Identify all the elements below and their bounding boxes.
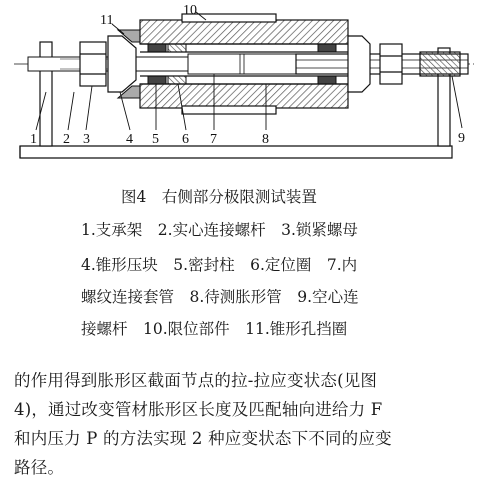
paragraph-line-3: 和内压力 P 的方法实现 2 种应变状态下不同的应变 [14,429,392,448]
label-4: 4 [126,132,133,147]
paragraph-line-1: 的作用得到胀形区截面节点的拉-拉应变状态(见图 [14,371,378,390]
test-device-figure [0,0,478,170]
label-6: 6 [182,132,189,147]
figure-legend-line-1: 1.支承架 2.实心连接螺杆 3.锁紧螺母 [81,221,358,239]
label-10: 10 [183,3,197,18]
paragraph-line-2: 4)，通过改变管材胀形区长度及匹配轴向进给力 F [14,400,383,419]
lock-nut [80,42,106,86]
paragraph-line-4: 路径。 [14,458,65,477]
figure-legend-line-2: 4.锥形压块 5.密封柱 6.定位圈 7.内 [81,256,358,274]
label-11: 11 [100,13,114,28]
base-frame [20,146,452,158]
label-1: 1 [30,132,37,147]
cone-press-block [108,36,136,92]
figure-caption-title: 图4 右侧部分极限测试装置 [121,188,317,206]
label-7: 7 [210,132,217,147]
label-9: 9 [458,131,465,146]
label-5: 5 [152,132,159,147]
label-2: 2 [63,132,70,147]
figure-legend-line-3: 螺纹连接套管 8.待测胀形管 9.空心连 [81,288,359,306]
figure-legend-line-4: 接螺杆 10.限位部件 11.锥形孔挡圈 [81,320,348,338]
label-8: 8 [262,132,269,147]
internal-thread-sleeve [188,54,298,74]
label-3: 3 [83,132,90,147]
